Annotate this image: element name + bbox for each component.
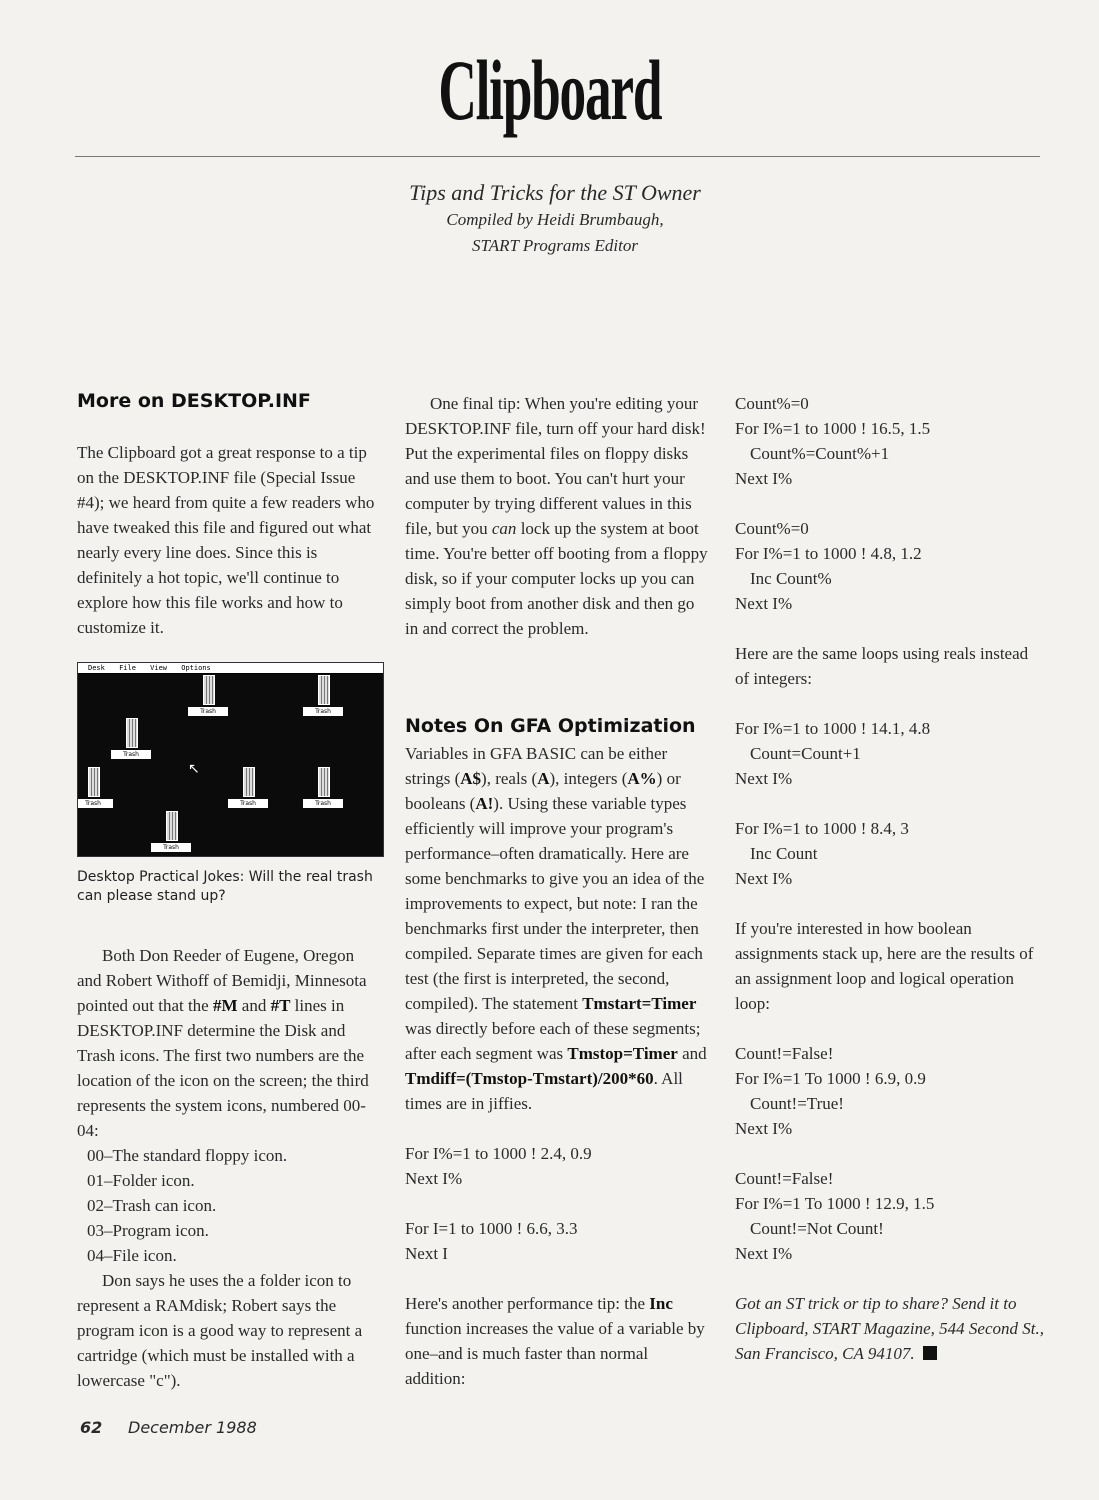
title-rule: [75, 156, 1040, 157]
inc-paragraph: Here's another performance tip: the Inc function increases the value of a variable by one–and is much faster than normal addition:: [405, 1294, 705, 1388]
column-2-body: [405, 741, 710, 1391]
code-line: For I%=1 to 1000 ! 2.4, 0.9: [405, 1144, 592, 1163]
code-line: Next I: [405, 1244, 448, 1263]
code-line: Next I%: [735, 769, 793, 788]
list-item: 04–File icon.: [87, 1246, 177, 1265]
page-title: Clipboard: [438, 42, 661, 138]
column-1-intro: [77, 440, 377, 640]
code-line: Next I%: [735, 869, 793, 888]
subtitle: Tips and Tricks for the ST Owner: [409, 180, 701, 205]
reals-paragraph: Here are the same loops using reals instead of integers:: [735, 644, 1029, 688]
figure-caption: Desktop Practical Jokes: Will the real trash can please stand up?: [77, 869, 373, 904]
list-item: 01–Folder icon.: [87, 1171, 195, 1190]
byline-role: START Programs Editor: [472, 236, 638, 255]
trash-icon: Trash: [77, 767, 113, 813]
closing-note: Got an ST trick or tip to share? Send it to Clipboard, START Magazine, 544 Second St., San Francisco, CA 94107.: [735, 1294, 1044, 1363]
trash-icon: Trash: [303, 767, 343, 813]
code-line: For I%=1 to 1000 ! 16.5, 1.5: [735, 419, 931, 438]
section-heading-desktop-inf: More on DESKTOP.INF: [77, 390, 311, 412]
body-paragraph: Both Don Reeder of Eugene, Oregon and Robert Withoff of Bemidji, Minnesota pointed out that the #M and #T lines in DESKTOP.INF determine the Disk and Trash icons. The first two numbers are the location of the icon on the screen; the third represents the system icons, numbered 00-04:: [77, 946, 369, 1140]
end-mark-icon: [923, 1346, 937, 1360]
trash-icon: Trash: [303, 675, 343, 721]
trash-icon: Trash: [228, 767, 268, 813]
code-line: Next I%: [735, 594, 793, 613]
column-3: [735, 391, 1045, 1366]
body-paragraph: Don says he uses the a folder icon to represent a RAMdisk; Robert says the program icon is a good way to represent a cartridge (which must be installed with a lowercase "c").: [77, 1271, 363, 1390]
code-line: For I%=1 To 1000 ! 12.9, 1.5: [735, 1194, 935, 1213]
menu-file: File: [119, 664, 136, 672]
issue-date: December 1988: [128, 1418, 257, 1437]
section-heading-gfa: Notes On GFA Optimization: [405, 715, 696, 737]
tip-paragraph: One final tip: When you're editing your DESKTOP.INF file, turn off your hard disk! Put the experimental files on floppy disks and use them to boot. You can't hurt your computer by trying different values in this file, but you can lock up the system at boot time. You're better off booting from a floppy disk, so if your computer locks up you can simply boot from another disk and then go in and correct the problem.: [405, 394, 708, 638]
code-line: For I%=1 to 1000 ! 4.8, 1.2: [735, 544, 922, 563]
intro-paragraph: The Clipboard got a great response to a tip on the DESKTOP.INF file (Special Issue #4); we heard from quite a few readers who have tweaked this file and figured out what nearly every line does. Since this is definitely a hot topic, we'll continue to explore how this file works and how to customize it.: [77, 443, 375, 637]
code-line: Inc Count: [750, 844, 818, 863]
code-line: For I=1 to 1000 ! 6.6, 3.3: [405, 1219, 578, 1238]
code-line: Count%=0: [735, 394, 809, 413]
code-line: For I%=1 To 1000 ! 6.9, 0.9: [735, 1069, 926, 1088]
menu-options: Options: [181, 664, 211, 672]
code-line: For I%=1 to 1000 ! 8.4, 3: [735, 819, 909, 838]
menu-desk: Desk: [88, 664, 105, 672]
code-line: Inc Count%: [750, 569, 832, 588]
list-item: 03–Program icon.: [87, 1221, 209, 1240]
code-line: Count!=Not Count!: [750, 1219, 884, 1238]
page-number: 62: [80, 1418, 103, 1437]
desktop-screenshot: [77, 662, 384, 857]
menu-view: View: [150, 664, 168, 672]
code-line: Count%=0: [735, 519, 809, 538]
column-2-top: [405, 391, 710, 641]
gfa-paragraph: Variables in GFA BASIC can be either strings (A$), reals (A), integers (A%) or booleans (A!). Using these variable types efficiently will improve your program's performance–often dramatically. Here are some benchmarks to give you an idea of the improvements to expect, but note: I ran the benchmarks first under the interpreter, then compiled. Separate times are given for each test (the first is interpreted, the second, compiled). The statement Tmstart=Timer was directly before each of these segments; after each segment was Tmstop=Timer and Tmdiff=(Tmstop-Tmstart)/200*60. All times are in jiffies.: [405, 744, 707, 1113]
trash-icon: Trash: [151, 811, 191, 857]
menu-bar: [78, 663, 383, 674]
code-line: Next I%: [735, 469, 793, 488]
column-1-body: [77, 943, 377, 1393]
code-line: Next I%: [405, 1169, 463, 1188]
list-item: 02–Trash can icon.: [87, 1196, 217, 1215]
byline: Compiled by Heidi Brumbaugh,: [446, 210, 664, 229]
code-line: Count!=False!: [735, 1044, 834, 1063]
code-line: Count!=True!: [750, 1094, 844, 1113]
trash-icon: Trash: [188, 675, 228, 721]
pointer-cursor-icon: ↖: [188, 761, 200, 777]
boolean-paragraph: If you're interested in how boolean assignments stack up, here are the results of an assignment loop and logical operation loop:: [735, 919, 1034, 1013]
list-item: 00–The standard floppy icon.: [87, 1146, 288, 1165]
code-line: Count=Count+1: [750, 744, 861, 763]
code-line: For I%=1 to 1000 ! 14.1, 4.8: [735, 719, 931, 738]
code-line: Count%=Count%+1: [750, 444, 890, 463]
code-line: Count!=False!: [735, 1169, 834, 1188]
trash-icon: Trash: [111, 718, 151, 764]
code-line: Next I%: [735, 1244, 793, 1263]
code-line: Next I%: [735, 1119, 793, 1138]
